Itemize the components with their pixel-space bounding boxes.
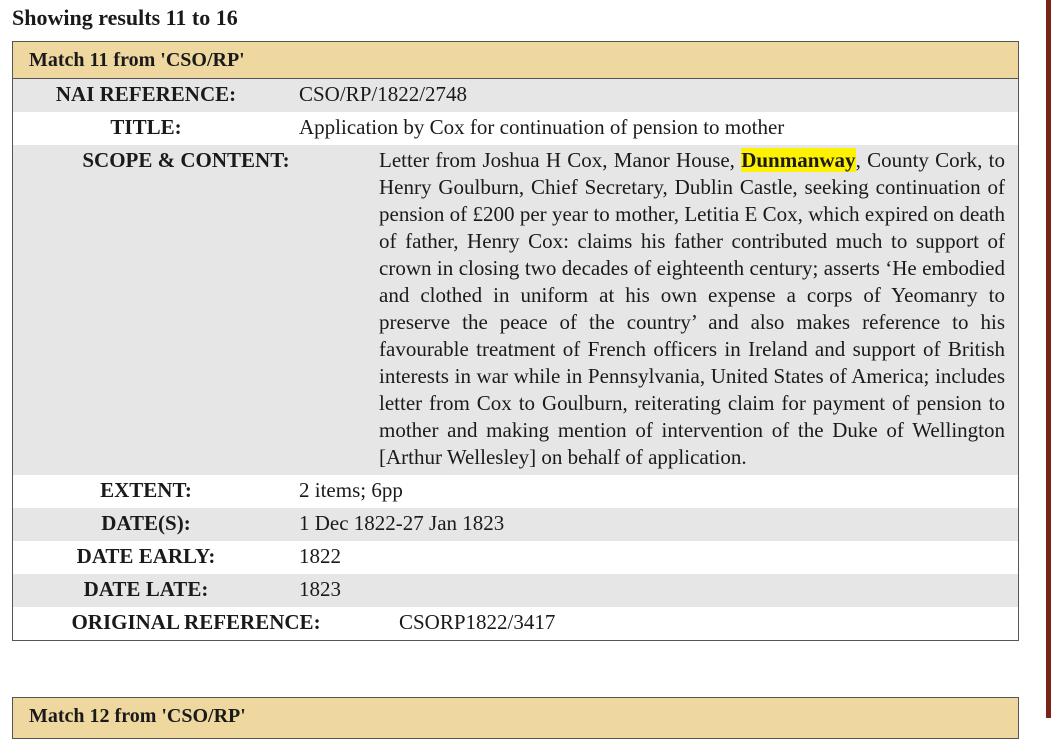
results-heading: Showing results 11 to 16 [12, 5, 238, 30]
field-label: NAI REFERENCE: [55, 82, 237, 106]
field-label: DATE(S): [101, 511, 191, 535]
field-label-text: ORIGINAL REFERENCE: [71, 610, 321, 634]
field-value: 1822 [299, 544, 341, 568]
field-label [13, 607, 379, 640]
field-value: CSORP1822/3417 [399, 610, 556, 634]
field-value: 2 items; 6pp [299, 478, 403, 502]
field-value: Application by Cox for continuation of pension to mother [299, 115, 785, 139]
scope-text-end: , County Cork, to Henry Goulburn, Chief Secretary, Dublin Castle, seeking continuation of pension of £200 per year to mother, Letitia E Cox, which expired on death of father, Henry Cox: claims his father contributed much to support of crown in closing two decades of eighteenth century; asserts ‘He embodied and clothed in uniform at his own expense a corps of Yeomanry to preserve the peace of the country’ and also makes reference to his favourable treatment of French officers in Ireland and support of British interests in war while in Pennsylvania, United States of America; includes letter from Cox to Goulburn, reiterating claim for payment of pension to mother and making mention of intervention of the Duke of Wellington [Arthur Wellesley] on behalf of application. [379, 148, 1005, 469]
row-title [13, 112, 1018, 145]
field-value: 1 Dec 1822-27 Jan 1823 [299, 511, 505, 535]
match-header: Match 12 from 'CSO/RP' [13, 698, 1018, 738]
match-header: Match 11 from 'CSO/RP' [13, 42, 1018, 79]
field-label: EXTENT: [100, 478, 192, 502]
field-value: 1823 [299, 577, 341, 601]
field-label: DATE LATE: [83, 577, 209, 601]
search-highlight: Dunmanway [741, 148, 856, 172]
row-nai-reference [13, 79, 1018, 112]
row-date-early [13, 541, 1018, 574]
field-label: DATE EARLY: [76, 544, 216, 568]
match-record-11 [12, 41, 1019, 641]
field-label [13, 145, 359, 475]
row-original-reference [13, 607, 1018, 640]
field-label: TITLE: [110, 115, 182, 139]
row-scope-content [13, 145, 1018, 475]
field-label-text: SCOPE & CONTENT: [82, 148, 290, 172]
field-value [359, 145, 1018, 475]
page-edge-border [1046, 0, 1051, 718]
field-value: CSO/RP/1822/2748 [299, 82, 468, 106]
match-record-12 [12, 697, 1019, 739]
scope-text-start: Letter from Joshua H Cox, Manor House, [379, 148, 742, 172]
row-dates [13, 508, 1018, 541]
row-extent [13, 475, 1018, 508]
row-date-late [13, 574, 1018, 607]
